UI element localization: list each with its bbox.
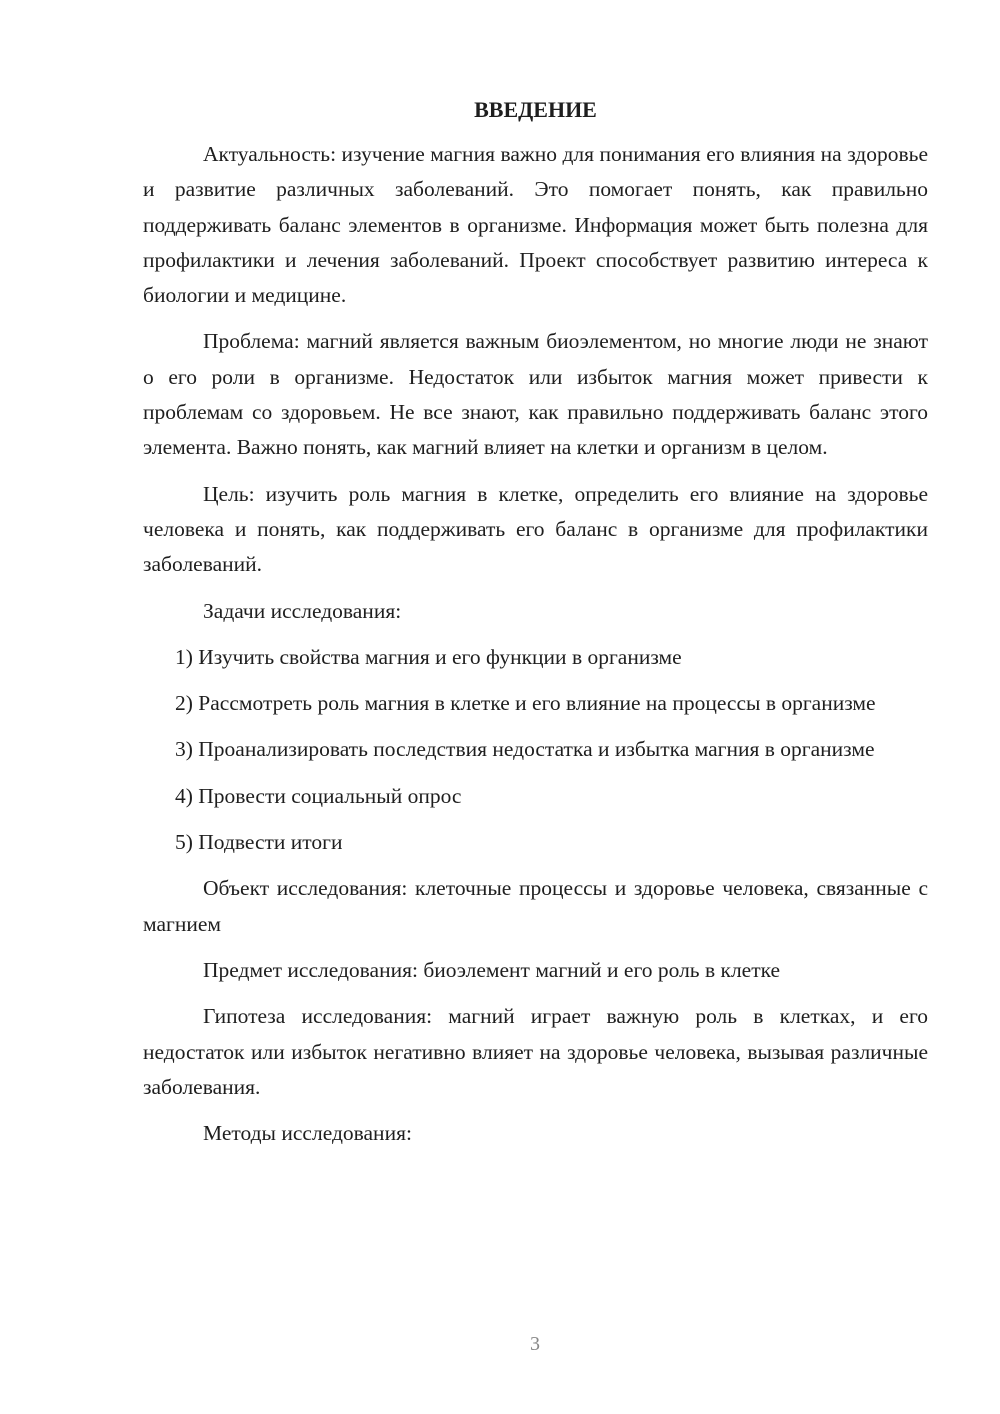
task-item-3: 3) Проанализировать последствия недостатка и избытка магния в организме xyxy=(175,737,875,762)
task-item-5: 5) Подвести итоги xyxy=(175,830,343,855)
methods-heading: Методы исследования: xyxy=(203,1121,412,1146)
goal-paragraph: Цель: изучить роль магния в клетке, определить его влияние на здоровье человека и понять, как поддерживать его баланс в организме для профилактики заболеваний. xyxy=(143,481,928,577)
page-title: ВВЕДЕНИЕ xyxy=(474,97,597,122)
document-page xyxy=(143,95,928,1162)
task-item-4: 4) Провести социальный опрос xyxy=(175,783,462,808)
task-item-1: 1) Изучить свойства магния и его функции в организме xyxy=(175,644,682,669)
tasks-heading: Задачи исследования: xyxy=(203,598,402,623)
subject-paragraph: Предмет исследования: биоэлемент магний и его роль в клетке xyxy=(203,957,781,982)
task-item-2: 2) Рассмотреть роль магния в клетке и его влияние на процессы в организме xyxy=(175,691,876,716)
object-paragraph: Объект исследования: клеточные процессы и здоровье человека, связанные с магнием xyxy=(143,876,928,936)
relevance-paragraph: Актуальность: изучение магния важно для понимания его влияния на здоровье и развитие различных заболеваний. Это помогает понять, как правильно поддерживать баланс элементов в организме. Информация может быть полезна для профилактики и лечения заболеваний. Проект способствует развитию интереса к биологии и медицине. xyxy=(143,142,928,308)
hypothesis-paragraph: Гипотеза исследования: магний играет важную роль в клетках, и его недостаток или избыток негативно влияет на здоровье человека, вызывая различные заболевания. xyxy=(143,1004,928,1099)
problem-paragraph: Проблема: магний является важным биоэлементом, но многие люди не знают о его роли в организме. Недостаток или избыток магния может привести к проблемам со здоровьем. Не все знают, как правильно поддерживать баланс этого элемента. Важно понять, как магний влияет на клетки и организм в целом. xyxy=(143,329,928,460)
page-number: 3 xyxy=(530,1333,540,1355)
